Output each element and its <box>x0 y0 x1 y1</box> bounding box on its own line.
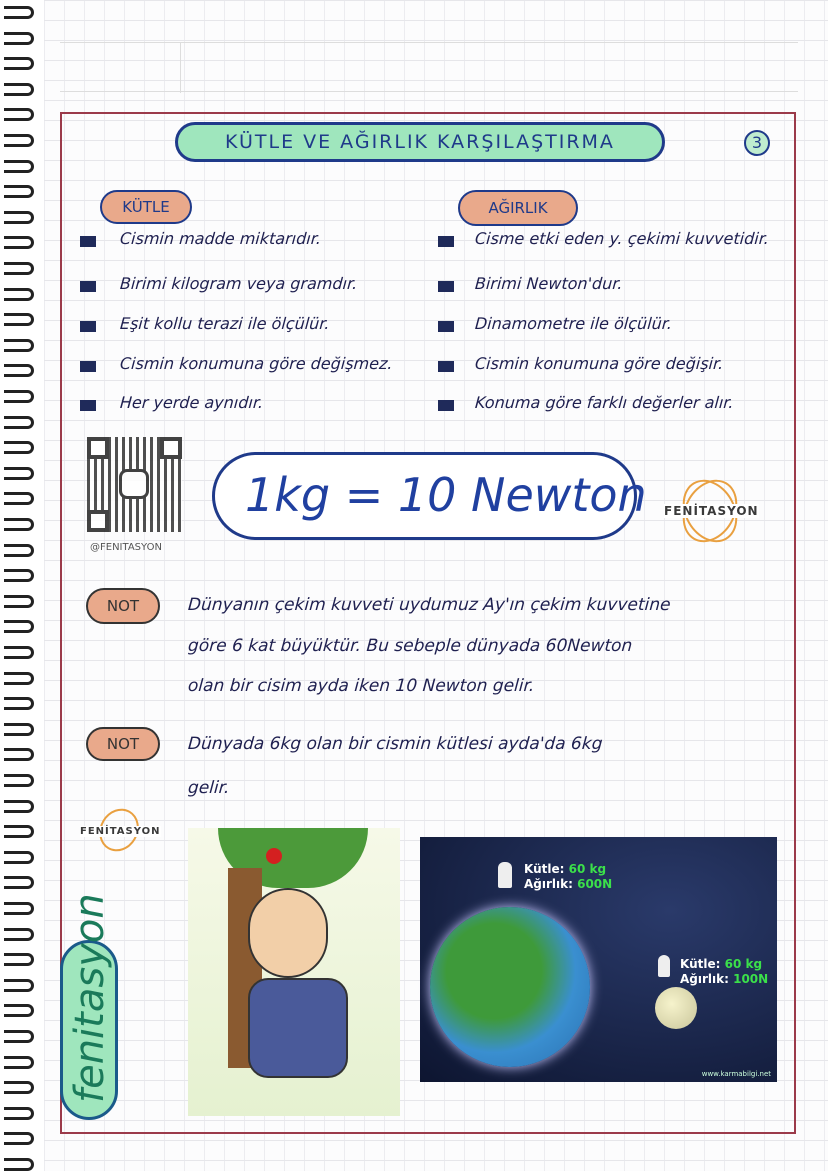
bullet-icon <box>438 321 454 332</box>
mass-item: Cismin konumuna göre değişmez. <box>119 354 394 373</box>
qr-code <box>87 437 182 532</box>
note-label-2: NOT <box>86 727 160 761</box>
moon-weight-value: 100N <box>733 972 769 986</box>
moon-weight-label: Ağırlık: <box>680 972 729 986</box>
earth-mass-label: Kütle: <box>524 862 565 876</box>
bullet-icon <box>80 236 96 247</box>
instagram-icon <box>119 469 149 499</box>
page-title: KÜTLE VE AĞIRLIK KARŞILAŞTIRMA <box>175 122 665 162</box>
spiral-ring <box>4 83 34 96</box>
spiral-ring <box>4 467 34 480</box>
mass-item: Her yerde aynıdır. <box>119 393 264 412</box>
spiral-ring <box>4 364 34 377</box>
bullet-icon <box>438 236 454 247</box>
spiral-ring <box>4 288 34 301</box>
note-2-line-1: Dünyada 6kg olan bir cismin kütlesi ayda'da 6kg <box>187 734 604 754</box>
watermark: www.karmabilgi.net <box>701 1070 771 1078</box>
moon-icon <box>655 987 697 1029</box>
spiral-ring <box>4 339 34 352</box>
bullet-icon <box>80 321 96 332</box>
spiral-ring <box>4 1056 34 1069</box>
bullet-icon <box>80 400 96 411</box>
bullet-icon <box>438 361 454 372</box>
spiral-ring <box>4 1158 34 1171</box>
spiral-ring <box>4 185 34 198</box>
spiral-ring <box>4 646 34 659</box>
spiral-ring <box>4 518 34 531</box>
spiral-ring <box>4 313 34 326</box>
qr-handle: @FENITASYON <box>90 542 162 553</box>
spiral-ring <box>4 1030 34 1043</box>
weight-item: Cisme etki eden y. çekimi kuvvetidir. <box>474 229 770 248</box>
spiral-ring <box>4 1004 34 1017</box>
spiral-ring <box>4 1107 34 1120</box>
bullet-icon <box>438 281 454 292</box>
spiral-ring <box>4 1132 34 1145</box>
bullet-icon <box>80 361 96 372</box>
spiral-ring <box>4 774 34 787</box>
earth-icon <box>430 907 590 1067</box>
side-label: fenitasyon <box>60 940 118 1120</box>
spiral-ring <box>4 595 34 608</box>
note-label-1: NOT <box>86 588 160 624</box>
note-1-line-2: göre 6 kat büyüktür. Bu sebeple dünyada 60Newton <box>187 636 633 656</box>
page-number: 3 <box>744 130 770 156</box>
spiral-ring <box>4 620 34 633</box>
moon-mass-label: Kütle: <box>680 957 721 971</box>
moon-mass-value: 60 kg <box>724 957 763 971</box>
spiral-ring <box>4 979 34 992</box>
spiral-ring <box>4 851 34 864</box>
spiral-ring <box>4 569 34 582</box>
spiral-ring <box>4 800 34 813</box>
spiral-ring <box>4 441 34 454</box>
mass-item: Eşit kollu terazi ile ölçülür. <box>119 314 331 333</box>
spiral-ring <box>4 672 34 685</box>
spiral-ring <box>4 57 34 70</box>
spiral-ring <box>4 876 34 889</box>
weight-item: Dinamometre ile ölçülür. <box>474 314 673 333</box>
spiral-ring <box>4 492 34 505</box>
earth-weight-label: Ağırlık: <box>524 877 573 891</box>
spiral-ring <box>4 902 34 915</box>
earth-mass-value: 60 kg <box>568 862 607 876</box>
spiral-ring <box>4 748 34 761</box>
note-1-line-1: Dünyanın çekim kuvveti uydumuz Ay'ın çekim kuvvetine <box>187 595 672 615</box>
spiral-ring <box>4 6 34 19</box>
spiral-ring <box>4 262 34 275</box>
mass-item: Cismin madde miktarıdır. <box>119 229 322 248</box>
mass-item: Birimi kilogram veya gramdır. <box>119 274 358 293</box>
spiral-ring <box>4 723 34 736</box>
spiral-ring <box>4 544 34 557</box>
spiral-ring <box>4 953 34 966</box>
weight-heading: AĞIRLIK <box>458 190 578 226</box>
note-1-line-3: olan bir cisim ayda iken 10 Newton gelir. <box>187 676 536 696</box>
spiral-ring <box>4 390 34 403</box>
note-2-line-2: gelir. <box>187 778 231 798</box>
earth-moon-weight-image <box>420 837 777 1082</box>
weight-item: Konuma göre farklı değerler alır. <box>474 393 735 412</box>
weight-item: Cismin konumuna göre değişir. <box>474 354 725 373</box>
page-header-lines <box>60 42 798 92</box>
spiral-ring <box>4 825 34 838</box>
bullet-icon <box>438 400 454 411</box>
bullet-icon <box>80 281 96 292</box>
earth-weight-value: 600N <box>577 877 613 891</box>
spiral-ring <box>4 160 34 173</box>
spiral-ring <box>4 32 34 45</box>
spiral-ring <box>4 134 34 147</box>
spiral-ring <box>4 108 34 121</box>
spiral-ring <box>4 697 34 710</box>
astronaut-icon <box>498 862 512 888</box>
spiral-binding <box>0 0 44 1171</box>
spiral-ring <box>4 211 34 224</box>
astronaut-icon <box>658 955 670 977</box>
mass-heading: KÜTLE <box>100 190 192 224</box>
newton-apple-illustration <box>188 828 400 1116</box>
spiral-ring <box>4 928 34 941</box>
weight-item: Birimi Newton'dur. <box>474 274 624 293</box>
spiral-ring <box>4 236 34 249</box>
equation: 1kg = 10 Newton <box>245 468 647 522</box>
spiral-ring <box>4 1081 34 1094</box>
spiral-ring <box>4 416 34 429</box>
